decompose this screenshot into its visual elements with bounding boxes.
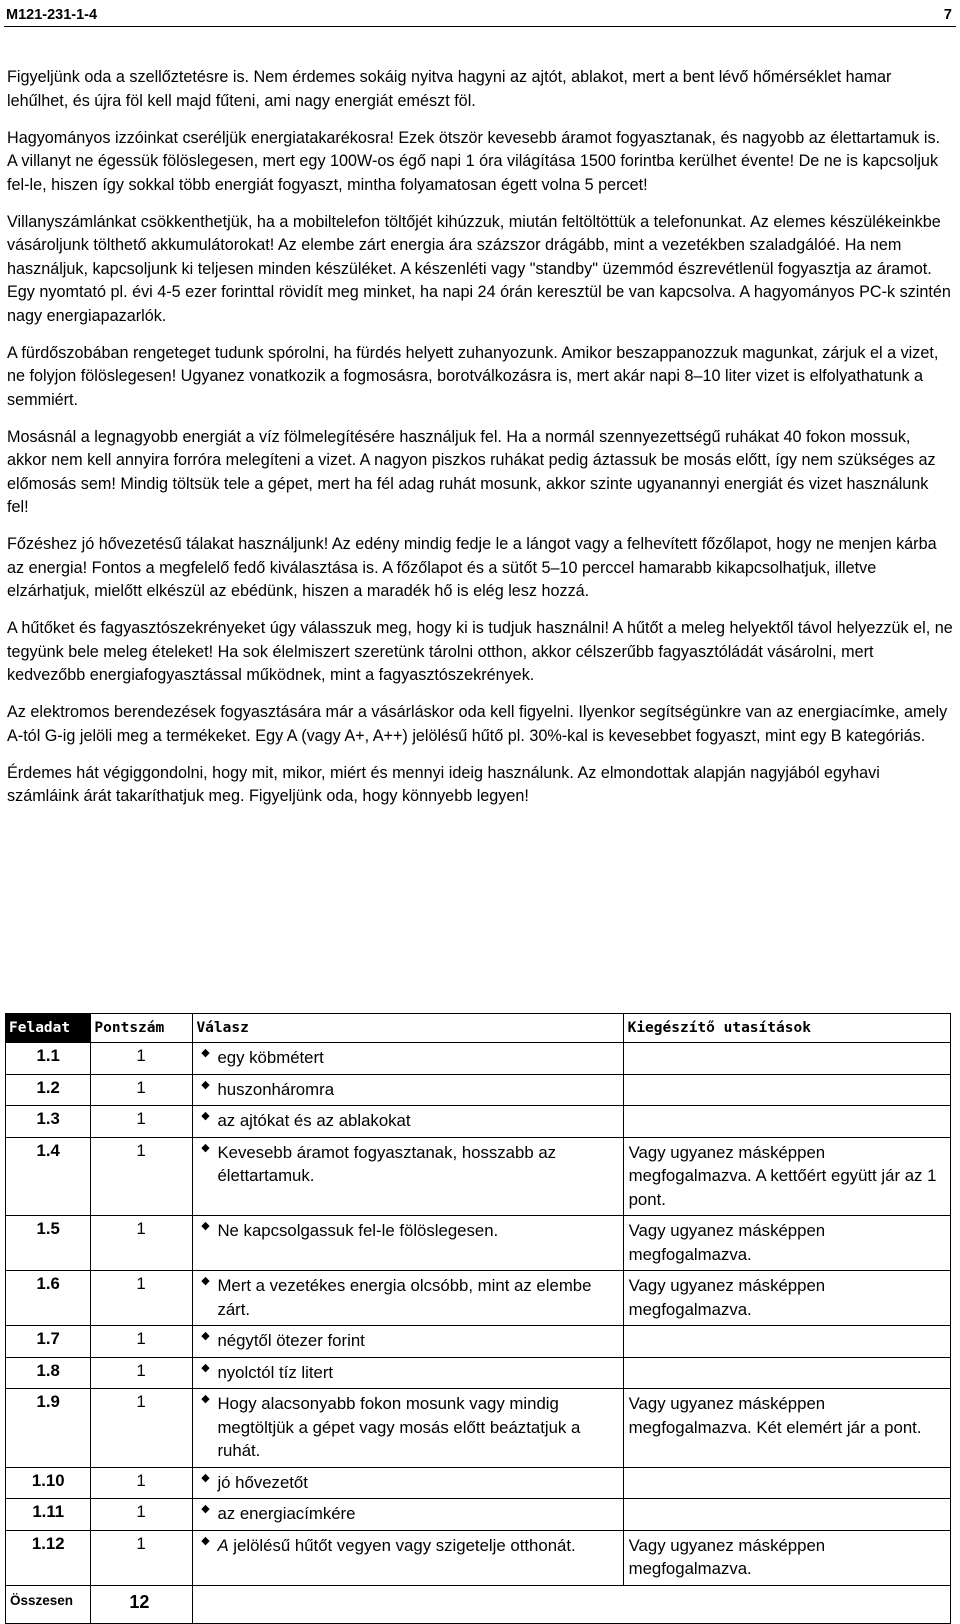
- header-notes: Kiegészítő utasítások: [623, 1014, 950, 1043]
- header-answer: Válasz: [193, 1014, 623, 1043]
- answer-cell: [193, 1137, 623, 1216]
- bullet-icon: ◆: [201, 1078, 210, 1091]
- points-value: 1: [91, 1074, 193, 1106]
- table-row: [6, 1530, 951, 1585]
- paragraph: Az elektromos berendezések fogyasztására már a vásárláskor oda kell figyelni. Ilyenkor segítségünkre van az energiacímke, amely A-tól G-ig jelöli meg a termékeket. Egy A (vagy A+, A++) jelölésű hűtő pl. 30%-kal is kevesebbet fogyaszt, mint egy B kategóriás.: [7, 703, 948, 745]
- paragraph: Villanyszámlánkat csökkenthetjük, ha a mobiltelefon töltőjét kihúzzuk, miután feltöltöttük a telefonunkat. Az elemes készülékeinkbe vásároljunk tölthető akkumulátorokat! Az elembe zárt energia ára százszor drágább, mint a vezetékben szaladgálóé. Ha nem használjuk, kapcsoljunk ki teljesen minden készüléket. A készenléti vagy "standby" üzemmód észrevétlenül fogyasztja az áramot. Egy nyomtató pl. évi 4-5 ezer forinttal rövidít meg minket, ha napi 24 órán keresztül be van kapcsolva. A hagyományos PC-k szintén nagy energiapazarlók.: [7, 212, 951, 325]
- table-header: [6, 1014, 951, 1043]
- table-row: [6, 1357, 951, 1389]
- answer-cell: [193, 1271, 623, 1326]
- bullet-icon: ◆: [201, 1110, 210, 1122]
- body-text: [7, 66, 953, 822]
- answer-italic-text: A: [217, 1535, 229, 1555]
- note-text: Vagy ugyanez másképpen megfogalmazva. Két elemért jár a pont.: [623, 1389, 950, 1468]
- points-value: 1: [91, 1357, 193, 1389]
- task-number: 1.7: [6, 1326, 91, 1358]
- bullet-icon: ◆: [201, 1141, 210, 1154]
- table-row: [6, 1499, 951, 1531]
- task-number: 1.8: [6, 1357, 91, 1389]
- bullet-icon: ◆: [201, 1471, 210, 1484]
- answer-text: Ne kapcsolgassuk fel-le fölöslegesen.: [217, 1221, 499, 1240]
- note-text: [623, 1106, 950, 1138]
- answer-cell: [193, 1216, 623, 1271]
- points-value: 1: [91, 1106, 193, 1138]
- points-value: 1: [91, 1389, 193, 1468]
- page-header: [4, 6, 956, 27]
- answer-text: négytől ötezer forint: [217, 1331, 365, 1350]
- answer-text: Mert a vezetékes energia olcsóbb, mint az elembe zárt.: [217, 1276, 592, 1319]
- table-row: [6, 1389, 951, 1468]
- note-text: [623, 1074, 950, 1106]
- task-number: 1.2: [6, 1074, 91, 1106]
- task-number: 1.9: [6, 1389, 91, 1468]
- answer-text: huszonháromra: [217, 1079, 335, 1099]
- answer-cell: [193, 1389, 623, 1468]
- bullet-icon: ◆: [201, 1503, 210, 1515]
- answer-text: Kevesebb áramot fogyasztanak, hosszabb az élettartamuk.: [217, 1142, 557, 1185]
- paragraph: Érdemes hát végiggondolni, hogy mit, mikor, miért és mennyi ideig használunk. Az elmondottak alapján nagyjából egyhavi számláink árát takaríthatjuk meg. Figyeljünk oda, hogy könnyebb legyen!: [7, 763, 880, 805]
- answer-text: az energiacímkére: [217, 1504, 356, 1523]
- table-row: [6, 1043, 951, 1075]
- answer-text: az ajtókat és az ablakokat: [217, 1111, 411, 1130]
- note-text: [623, 1357, 950, 1389]
- answer-cell: [193, 1043, 623, 1075]
- answer-cell: [193, 1499, 623, 1531]
- task-number: 1.6: [6, 1271, 91, 1326]
- answer-text: egy köbmétert: [217, 1048, 324, 1067]
- answer-text: [217, 1534, 622, 1558]
- note-text: Vagy ugyanez másképpen megfogalmazva. A kettőért együtt jár az 1 pont.: [623, 1137, 950, 1216]
- paragraph: Figyeljünk oda a szellőztetésre is. Nem érdemes sokáig nyitva hagyni az ajtót, ablakot, mert a bent lévő hőmérséklet hamar lehűlhet, és újra föl kell majd fűteni, ami nagy energiát emészt föl.: [7, 68, 892, 110]
- total-label: Összesen: [6, 1585, 91, 1623]
- task-number: 1.4: [6, 1137, 91, 1216]
- table-row: [6, 1137, 951, 1216]
- note-text: [623, 1467, 950, 1499]
- bullet-icon: ◆: [201, 1393, 210, 1405]
- table-row: [6, 1271, 951, 1326]
- task-number: 1.10: [6, 1467, 91, 1499]
- paragraph: Hagyományos izzóinkat cseréljük energiatakarékosra! Ezek ötször kevesebb áramot fogyasztanak, és nagyobb az élettartamuk is. A villanyt ne égessük fölöslegesen, mert egy 100W-os égő napi 1 óra világítása 1500 forintba kerülhet évente! De ne is kapcsoljuk fel-le, hiszen így sokkal több energiát fogyaszt, mintha folyamatosan égett volna 5 percet!: [7, 128, 941, 194]
- bullet-icon: ◆: [201, 1330, 210, 1342]
- answer-cell: [193, 1530, 623, 1585]
- points-value: 1: [91, 1467, 193, 1499]
- points-value: 1: [91, 1530, 193, 1585]
- paragraph: A fürdőszobában rengeteget tudunk spórolni, ha fürdés helyett zuhanyozunk. Amikor beszappanozzuk magunkat, zárjuk el a vizet, ne folyjon fölöslegesen! Ugyanez vonatkozik a fogmosásra, borotválkozásra is, mert akár napi 8–10 liter vizet is elfolyathatunk a semmiért.: [7, 343, 939, 409]
- note-text: [623, 1499, 950, 1531]
- document-code: M121-231-1-4: [6, 7, 98, 23]
- bullet-icon: ◆: [201, 1220, 210, 1232]
- total-empty-cell: [193, 1585, 951, 1623]
- task-number: 1.12: [6, 1530, 91, 1585]
- task-number: 1.1: [6, 1043, 91, 1075]
- table-row: [6, 1106, 951, 1138]
- points-value: 1: [91, 1326, 193, 1358]
- task-number: 1.11: [6, 1499, 91, 1531]
- note-text: Vagy ugyanez másképpen megfogalmazva.: [623, 1530, 950, 1585]
- answer-text: jó hővezetőt: [217, 1472, 308, 1492]
- header-task: Feladat: [6, 1014, 91, 1043]
- answer-text: Hogy alacsonyabb fokon mosunk vagy mindig megtöltjük a gépet vagy mosás előtt beáztatjuk a ruhát.: [217, 1394, 581, 1460]
- paragraph: A hűtőket és fagyasztószekrényeket úgy válasszuk meg, hogy ki is tudjuk használni! A hűtőt a meleg helyektől távol helyezzük el, ne tegyünk bele meleg ételeket! Ha sok élelmiszert szeretünk tárolni otthon, akkor célszerűbb fagyasztóládát vásárolni, mert kedvezőbb energiafogyasztással működnek, mint a fagyasztószekrények.: [7, 619, 953, 684]
- bullet-icon: ◆: [201, 1047, 210, 1059]
- total-row: [6, 1585, 951, 1623]
- answer-cell: [193, 1074, 623, 1106]
- answer-cell: [193, 1326, 623, 1358]
- answer-cell: [193, 1467, 623, 1499]
- task-number: 1.3: [6, 1106, 91, 1138]
- points-value: 1: [91, 1137, 193, 1216]
- total-points: 12: [91, 1585, 193, 1623]
- table-body: [6, 1043, 951, 1624]
- paragraph: Mosásnál a legnagyobb energiát a víz fölmelegítésére használjuk fel. Ha a normál szennyezettségű ruhákat 40 fokon mossuk, akkor nem kell annyira forróra melegíteni a vizet. A nagyon piszkos ruhákat pedig áztassuk be mosás előtt, így nem szükséges az előmosás sem! Mindig töltsük tele a gépet, mert ha fél adag ruhát mosunk, akkor szinte ugyanannyi energiát és vizet használunk fel!: [7, 427, 936, 516]
- answer-key-table: [5, 1013, 951, 1624]
- table-row: [6, 1326, 951, 1358]
- answer-rest-text: jelölésű hűtőt vegyen vagy szigetelje otthonát.: [228, 1535, 576, 1555]
- points-value: 1: [91, 1043, 193, 1075]
- answer-cell: [193, 1106, 623, 1138]
- table-row: [6, 1074, 951, 1106]
- bullet-icon: ◆: [201, 1361, 210, 1374]
- note-text: [623, 1043, 950, 1075]
- task-number: 1.5: [6, 1216, 91, 1271]
- page-number: 7: [943, 7, 952, 23]
- points-value: 1: [91, 1499, 193, 1531]
- note-text: Vagy ugyanez másképpen megfogalmazva.: [623, 1271, 950, 1326]
- header-points: Pontszám: [91, 1014, 193, 1043]
- table-row: [6, 1467, 951, 1499]
- bullet-icon: ◆: [201, 1534, 210, 1547]
- points-value: 1: [91, 1271, 193, 1326]
- note-text: [623, 1326, 950, 1358]
- bullet-icon: ◆: [201, 1275, 210, 1287]
- note-text: Vagy ugyanez másképpen megfogalmazva.: [623, 1216, 950, 1271]
- paragraph: Főzéshez jó hővezetésű tálakat használjunk! Az edény mindig fedje le a lángot vagy a felhevített főzőlapot, hogy ne menjen kárba az energia! Fontos a megfelelő fedő kiválasztása is. A főzőlapot és a sütőt 5–10 perccel hamarabb kikapcsolhatjuk, illetve elzárhatjuk, mielőtt elkészül az ebédünk, hiszen a maradék hő is elég lesz hozzá.: [7, 535, 937, 600]
- points-value: 1: [91, 1216, 193, 1271]
- answer-cell: [193, 1357, 623, 1389]
- table-row: [6, 1216, 951, 1271]
- answer-text: nyolctól tíz litert: [217, 1362, 334, 1382]
